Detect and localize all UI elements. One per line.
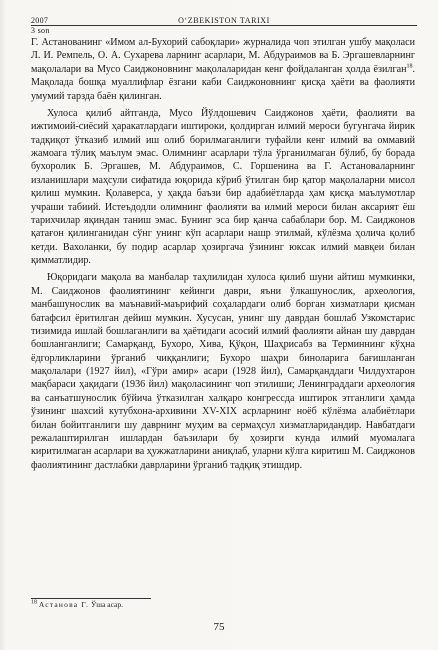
footnote-author: Астанова Г.: [38, 600, 90, 609]
header-journal-title: O‘ZBEKISTON TARIXI: [178, 16, 270, 25]
header-year: 2007: [31, 16, 49, 25]
paragraph-3: Юқоридаги мақола ва манбалар таҳлилидан хулоса қилиб шуни айтиш мумкинки, М. Саиджонов фаолиятининг кейинги даври, яъни ўлкашунослик, археология, манбашунослик ва маънавий-маърифий соҳалардаги олиб борган хизматлари қисман батафсил ёритилган дейиш мумкин. Хусусан, унинг шу даврдан бошлаб Узкомстарис тизимида ишлай бошлаганлиги ва ҳаётидаги асосий илмий фаолияти айнан шу даврдан бошланганлиги; Самарқанд, Бухоро, Хива, Қўқон, Шаҳрисабз ва Терминнинг кўҳна ёдгорликларини ўрганиб чиққанлиги; Бухоро шаҳри биноларига бағишланган мақолалари (1927 йил), «Гўри амир» асари (1928 йил), Самарқанддаги Чилдухтарон мақбараси ҳақидаги (1936 йил) мақоласининг чоп этилиши; Ленинграддаги археология ва санъатшунослик бўйича ўтказилган халқаро конгрессда иштирок этганлиги ҳамда ўзининг шахсий кутубхона-архивини XV-XIX асрларнинг ноёб кўлёзма алабиётлари билан бойитганлиги шу даврнинг муҳим ва сермаҳсул хизматларидандир. Навбатдаги режалаштирилган ишлардан баъзилари бу ҳозирги кунда илмий муомалага киритилмаган асарлари ва ҳужжатларини аниқлаб, уларни кўлга киритиш М. Саиджонов фаолиятининг дастлабки даврларини ўрганиб тадқиқ этишдир.: [31, 272, 415, 471]
paragraph-1: [31, 36, 415, 103]
header-rule: [31, 25, 417, 26]
paragraph-1-tail: . Мақолада бошқа муаллифлар ёзгани каби Саиджоновнинг қисқа ҳаёти ва фаолияти умумий тарзда баён қилинган.: [31, 63, 415, 102]
paragraph-1-text: Г. Астанованинг «Имом ал-Бухорий сабоқлари» журналида чоп этилган ушбу мақоласи Л. И. Ремпель, О. А. Сухарева ларнинг асарлари, М. Абдураимов ва Б. Эргашевларнинг мақолалари ва Мусо Саиджоновнинг мақолаларидан кенг фойдаланган ҳолда ёзилган: [31, 37, 415, 75]
article-body: [31, 36, 415, 472]
footnote-number: 18: [31, 599, 37, 606]
footnote-marker: 18: [406, 63, 413, 70]
page-number: 75: [213, 621, 225, 633]
header-issue: 3 son: [31, 26, 50, 35]
footnote: [31, 600, 123, 609]
footnote-rule: [31, 598, 151, 599]
paragraph-2: Хулоса қилиб айтганда, Мусо Йўлдошевич Саиджонов ҳаёти, фаолияти ва ижтимоий-сиёсий ҳаракатлардаги иштироки, қолдирган илмий мероси бугунгача йирик тадқиқот ўтказиб илмий иш олиб борилмаганлиги туфайли кенг илмий ва оммавий жамоага тўлиқ маълум эмас. Олимнинг асарлари тўла ўрганилмаган бўлиб, бу борада бухоролик Б. Эргашев, М. Абдураимов, С. Горшенина ва Г. Астановаларнинг изланишлари маҳсули сифатида юқорида кўриб ўтилган бир қатор мақолаларни мисол қилиш мумкин. Қолаверса, у ҳақда баъзи бир адабиётларда ҳам қисқа маълумотлар учраши табиий. Истеъдодли олимнинг фаолияти ва илмий мероси билан аксарият ёш тарихчилар яқиндан таниш эмас. Бунинг эса бир қанча сабаблари бор. М. Саиджонов қатағон қилинганидан сўнг унинг кўп асарлари нашр этилмай, кўлёзма ҳолича қолиб кетди. Вахоланки, бу подир асарлар ҳозиргача ўзининг юксак илмий мавқеи билан қимматлидир.: [31, 107, 415, 266]
footnote-text: Ўша асар.: [90, 600, 123, 609]
